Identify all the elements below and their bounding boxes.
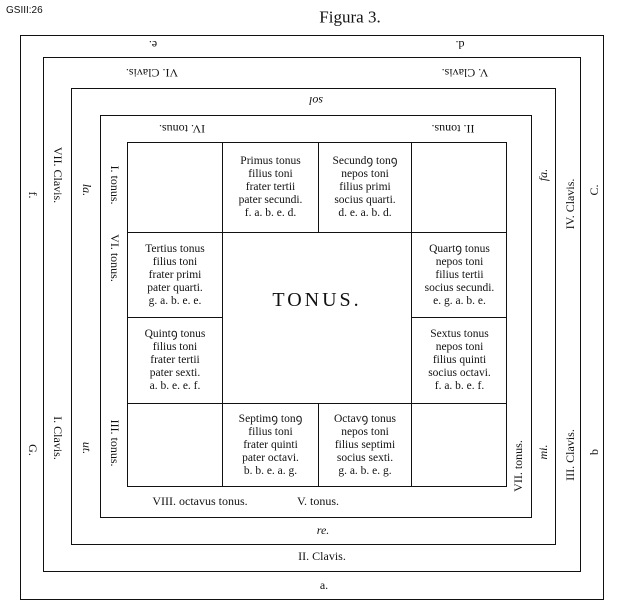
cell-line: filius toni xyxy=(248,168,293,180)
cell-line: socius octavi. xyxy=(428,367,491,379)
cell-line: e. g. a. b. e. xyxy=(433,294,486,307)
cell-primus-tonus xyxy=(223,143,318,232)
cell-line: a. b. e. e. f. xyxy=(149,380,201,392)
clavis-iv: IV. Clavis. xyxy=(563,178,577,230)
cell-secundus-tonus xyxy=(319,143,411,232)
syllable-ut: ut. xyxy=(80,441,94,455)
cell-line: b. b. e. a. g. xyxy=(243,465,298,477)
cell-line: d. e. a. b. d. xyxy=(338,207,392,219)
tonus-vii: VII. tonus. xyxy=(511,440,525,492)
tonus-vi: VI. tonus. xyxy=(108,234,122,282)
cell-line: g. a. b. e. g. xyxy=(338,465,392,477)
label-b: b xyxy=(587,449,601,455)
figure-title: Figura 3. xyxy=(319,7,381,27)
cell-septimus-tonus xyxy=(223,404,318,487)
syllable-fa: fa. xyxy=(536,168,550,182)
cell-line: frater quinti xyxy=(243,439,298,451)
syllable-la: la. xyxy=(80,183,94,197)
cell-line: pater secundi. xyxy=(238,194,303,206)
syllable-re: re. xyxy=(316,523,330,537)
cell-line: pater sexti. xyxy=(149,367,201,379)
cell-line: nepos toni xyxy=(435,255,484,268)
label-c: C. xyxy=(587,184,601,196)
clavis-i: I. Clavis. xyxy=(51,416,65,460)
cell-octavus-tonus xyxy=(319,404,411,487)
clavis-v: V. Clavis. xyxy=(441,66,489,80)
center-tonus-label: TONUS. xyxy=(272,289,362,311)
clavis-iii: III. Clavis. xyxy=(563,429,577,481)
cell-line: filius toni xyxy=(248,426,293,438)
label-a: a. xyxy=(319,578,329,592)
cell-line: Quartꝯ tonus xyxy=(429,242,490,255)
cell-line: nepos toni xyxy=(341,426,389,438)
cell-line: filius septimi xyxy=(334,439,396,451)
cell-line: filius primi xyxy=(339,181,391,193)
cell-line: Primus tonus xyxy=(240,155,301,167)
cell-line: filius quinti xyxy=(432,354,487,366)
cell-line: nepos toni xyxy=(341,168,389,180)
tonus-ii: II. tonus. xyxy=(431,122,475,136)
cell-line: Sextus tonus xyxy=(430,328,489,340)
tonus-viii: VIII. octavus tonus. xyxy=(152,494,248,508)
label-d: d. xyxy=(455,38,465,52)
label-g: G. xyxy=(26,444,40,456)
clavis-vi: VI. Clavis. xyxy=(125,66,179,80)
cell-line: filius tertii xyxy=(435,268,484,281)
tonus-iii: III. tonus. xyxy=(108,419,122,467)
cell-quartus-tonus xyxy=(412,233,507,317)
cell-line: pater quarti. xyxy=(147,281,203,294)
cell-line: frater primi xyxy=(148,268,202,281)
clavis-ii: II. Clavis. xyxy=(298,549,346,563)
label-e: e. xyxy=(148,38,158,52)
cell-line: Quintꝯ tonus xyxy=(144,328,206,340)
cell-line: frater tertii xyxy=(150,354,200,366)
label-f: f. xyxy=(26,191,40,199)
cell-line: Tertius tonus xyxy=(145,242,205,255)
cell-line: Septimꝯ tonꝯ xyxy=(238,413,303,425)
syllable-mi: mi. xyxy=(536,444,550,460)
cell-line: nepos toni xyxy=(435,341,484,353)
cell-line: f. a. b. e. d. xyxy=(244,207,297,219)
tonus-i: I. tonus. xyxy=(108,165,122,205)
cell-line: socius secundi. xyxy=(424,281,495,294)
syllable-sol: sol xyxy=(308,94,324,108)
cell-line: socius quarti. xyxy=(334,194,396,206)
cell-quintus-tonus xyxy=(128,318,222,403)
cell-line: g. a. b. e. e. xyxy=(148,294,202,307)
cell-line: Secundꝯ tonꝯ xyxy=(332,155,398,167)
cell-line: frater tertii xyxy=(245,181,296,193)
figure-reference: GSIII:26 xyxy=(6,5,43,16)
cell-line: socius sexti. xyxy=(336,452,394,464)
cell-line: Octavꝯ tonus xyxy=(333,413,396,425)
cell-line: filius toni xyxy=(152,341,198,353)
cell-tertius-tonus xyxy=(128,233,222,317)
tonus-v: V. tonus. xyxy=(296,494,340,508)
tonus-iv: IV. tonus. xyxy=(158,122,206,136)
cell-sextus-tonus xyxy=(412,318,507,403)
clavis-vii: VII. Clavis. xyxy=(51,146,65,204)
cell-line: pater octavi. xyxy=(242,452,299,464)
cell-line: f. a. b. e. f. xyxy=(434,380,485,392)
cell-line: filius toni xyxy=(152,255,198,268)
